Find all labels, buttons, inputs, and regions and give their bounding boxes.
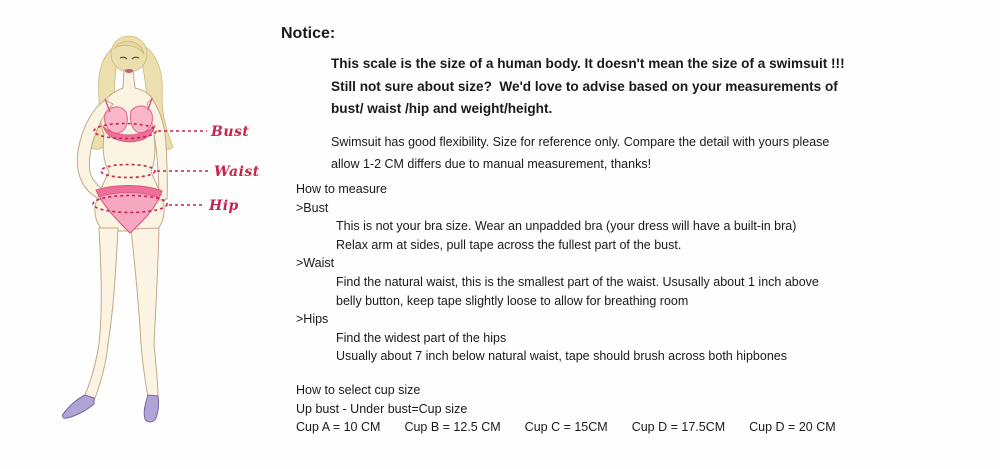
flexibility-line-1: Swimsuit has good flexibility. Size for reference only. Compare the detail with yours please <box>331 135 830 149</box>
warning-paragraph <box>331 53 845 121</box>
measurement-labels <box>208 124 260 214</box>
measure-bust-line-1: This is not your bra size. Wear an unpadded bra (your dress will have a built-in bra) <box>336 219 797 234</box>
warning-line-1: This scale is the size of a human body. It doesn't mean the size of a swimsuit !!! <box>331 56 845 71</box>
measure-hips-label: >Hips <box>296 312 329 327</box>
flexibility-paragraph <box>331 131 829 175</box>
cup-d-value: Cup D = 17.5CM <box>631 420 726 435</box>
measure-hips-line-1: Find the widest part of the hips <box>336 330 507 345</box>
measurement-figure <box>25 14 275 454</box>
cup-b-value: Cup B = 12.5 CM <box>404 420 501 435</box>
figure-illustration <box>25 14 275 454</box>
measure-waist-label: >Waist <box>296 256 335 271</box>
cup-a-value: Cup A = 10 CM <box>296 420 381 435</box>
cup-size-formula: Up bust - Under bust=Cup size <box>296 401 468 416</box>
high-heels-illustration <box>63 395 159 422</box>
cup-c-value: Cup C = 15CM <box>524 420 608 435</box>
measure-bust-line-2: Relax arm at sides, pull tape across the fullest part of the bust. <box>336 237 682 252</box>
notice-heading: Notice: <box>281 25 336 42</box>
cup-size-heading: How to select cup size <box>296 383 421 397</box>
measure-hips-line-2: Usually about 7 inch below natural waist, tape should brush across both hipbones <box>336 349 787 364</box>
warning-line-3: bust/ waist /hip and weight/height. <box>331 101 553 117</box>
flexibility-line-2: allow 1-2 CM differs due to manual measurement, thanks! <box>331 157 652 171</box>
cup-d2-value: Cup D = 20 CM <box>749 420 836 435</box>
cup-size-section <box>296 381 836 437</box>
how-to-measure-section <box>296 180 819 366</box>
bust-label: Bust <box>211 124 250 140</box>
how-to-measure-heading: How to measure <box>296 182 388 196</box>
hip-label: Hip <box>209 198 239 214</box>
waist-label: Waist <box>214 164 260 180</box>
warning-line-2: Still not sure about size? We'd love to advise based on your measurements of <box>331 78 838 94</box>
measure-bust-label: >Bust <box>296 200 329 215</box>
cup-size-values <box>296 418 836 437</box>
measure-waist-line-2: belly button, keep tape slightly loose to allow for breathing room <box>336 293 689 308</box>
measure-waist-line-1: Find the natural waist, this is the smallest part of the waist. Ususally about 1 inch above <box>336 274 819 289</box>
legs-illustration <box>84 228 159 401</box>
